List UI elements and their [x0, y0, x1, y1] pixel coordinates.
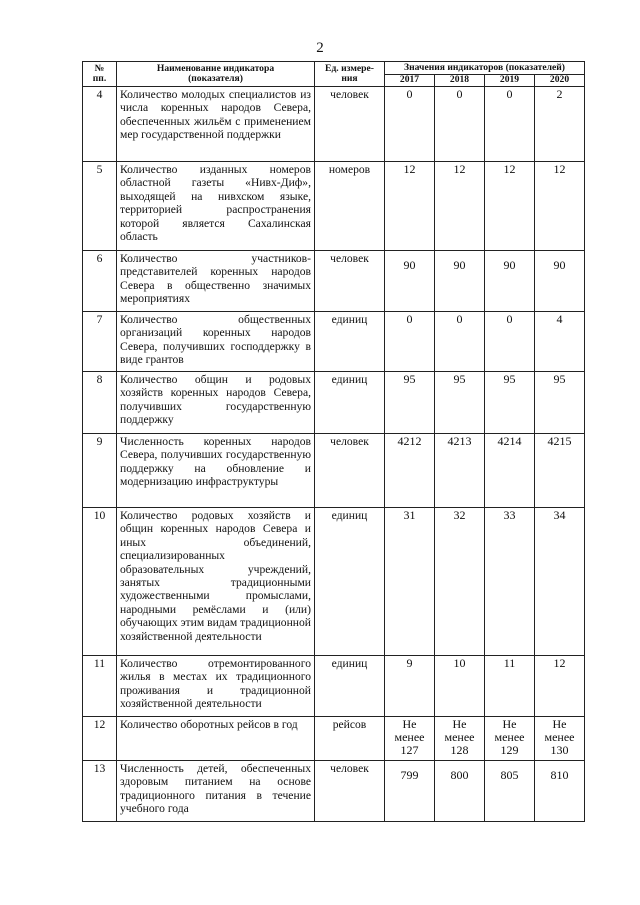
row-unit: единиц [315, 372, 385, 434]
row-name: Численность детей, обеспеченных здоровым питанием на основе традиционного питания в течение учебного года [117, 761, 315, 822]
row-value: 95 [535, 372, 585, 434]
row-value: 810 [535, 761, 585, 822]
header-values: Значения индикаторов (показателей) [385, 62, 585, 75]
row-value: 31 [385, 508, 435, 656]
row-unit: человек [315, 434, 385, 508]
row-num: 5 [83, 162, 117, 251]
row-value: 0 [485, 312, 535, 372]
row-value: 12 [535, 656, 585, 717]
row-value: 4212 [385, 434, 435, 508]
row-value: 12 [485, 162, 535, 251]
header-name-label: Наименование индикатора (показателя) [156, 62, 275, 84]
row-value: 34 [535, 508, 585, 656]
row-value: 4213 [435, 434, 485, 508]
row-num: 10 [83, 508, 117, 656]
row-value: 12 [435, 162, 485, 251]
row-num: 8 [83, 372, 117, 434]
row-num: 4 [83, 87, 117, 162]
row-value: 4214 [485, 434, 535, 508]
table-row [83, 162, 585, 251]
header-num [83, 62, 117, 87]
row-unit: человек [315, 251, 385, 312]
row-value: 0 [435, 312, 485, 372]
row-num: 9 [83, 434, 117, 508]
row-value: 11 [485, 656, 535, 717]
row-name: Количество отремонтированного жилья в местах их традиционного проживания и традиционной хозяйственной деятельности [117, 656, 315, 717]
page-number: 2 [316, 40, 324, 56]
row-value: 12 [535, 162, 585, 251]
header-name [117, 62, 315, 87]
row-num: 7 [83, 312, 117, 372]
row-num: 12 [83, 717, 117, 761]
row-unit: человек [315, 87, 385, 162]
row-value: 10 [435, 656, 485, 717]
row-unit: единиц [315, 656, 385, 717]
table-row [83, 717, 585, 761]
row-unit: человек [315, 761, 385, 822]
table-row [83, 434, 585, 508]
row-value: 90 [485, 251, 535, 312]
row-value: 805 [485, 761, 535, 822]
row-name: Количество молодых специалистов из числа коренных народов Севера, обеспеченных жильём с применением мер государственной поддержки [117, 87, 315, 162]
row-name: Количество оборотных рейсов в год [117, 717, 315, 761]
row-unit: рейсов [315, 717, 385, 761]
row-name: Численность коренных народов Севера, получивших государственную поддержку на обновление и модернизацию инфраструктуры [117, 434, 315, 508]
row-value: 800 [435, 761, 485, 822]
row-value: 0 [435, 87, 485, 162]
row-value: 0 [385, 87, 435, 162]
row-unit: единиц [315, 508, 385, 656]
row-value: 799 [385, 761, 435, 822]
header-unit [315, 62, 385, 87]
row-unit: единиц [315, 312, 385, 372]
row-value: 95 [485, 372, 535, 434]
row-name: Количество участников-представителей коренных народов Севера в общественно значимых мероприятиях [117, 251, 315, 312]
row-value: 0 [485, 87, 535, 162]
row-name: Количество родовых хозяйств и общин коренных народов Севера и иных объединений, специализированных образовательных учреждений, занятых традиционными художественными промыслами, народными ремёслами и (или) обучающих этим видам традиционной хозяйственной деятельности [117, 508, 315, 656]
row-name: Количество изданных номеров областной газеты «Нивх-Диф», выходящей на нивхском языке, территорией распространения которой является Сахалинская область [117, 162, 315, 251]
table-row [83, 656, 585, 717]
indicators-table [82, 61, 585, 822]
table-row [83, 372, 585, 434]
row-value: 95 [435, 372, 485, 434]
row-value: 12 [385, 162, 435, 251]
row-value: Не менее 130 [535, 717, 585, 761]
row-value: 4215 [535, 434, 585, 508]
table-row [83, 508, 585, 656]
table-row [83, 87, 585, 162]
header-year: 2018 [435, 75, 485, 87]
row-num: 13 [83, 761, 117, 822]
header-unit-label: Ед. измере- ния [325, 62, 374, 84]
row-name: Количество общин и родовых хозяйств коренных народов Севера, получивших государственную поддержку [117, 372, 315, 434]
row-num: 6 [83, 251, 117, 312]
row-value: Не менее 129 [485, 717, 535, 761]
row-value: 33 [485, 508, 535, 656]
table-row [83, 251, 585, 312]
row-value: 0 [385, 312, 435, 372]
row-value: 2 [535, 87, 585, 162]
row-value: 90 [385, 251, 435, 312]
row-value: Не менее 128 [435, 717, 485, 761]
row-unit: номеров [315, 162, 385, 251]
row-num: 11 [83, 656, 117, 717]
header-year: 2019 [485, 75, 535, 87]
header-year: 2017 [385, 75, 435, 87]
row-value: 32 [435, 508, 485, 656]
row-value: 9 [385, 656, 435, 717]
row-value: Не менее 127 [385, 717, 435, 761]
row-name: Количество общественных организаций коренных народов Севера, получивших господдержку в виде грантов [117, 312, 315, 372]
row-value: 4 [535, 312, 585, 372]
header-num-label: № пп. [92, 62, 107, 84]
table-row [83, 761, 585, 822]
header-year: 2020 [535, 75, 585, 87]
row-value: 95 [385, 372, 435, 434]
table-row [83, 312, 585, 372]
row-value: 90 [435, 251, 485, 312]
row-value: 90 [535, 251, 585, 312]
